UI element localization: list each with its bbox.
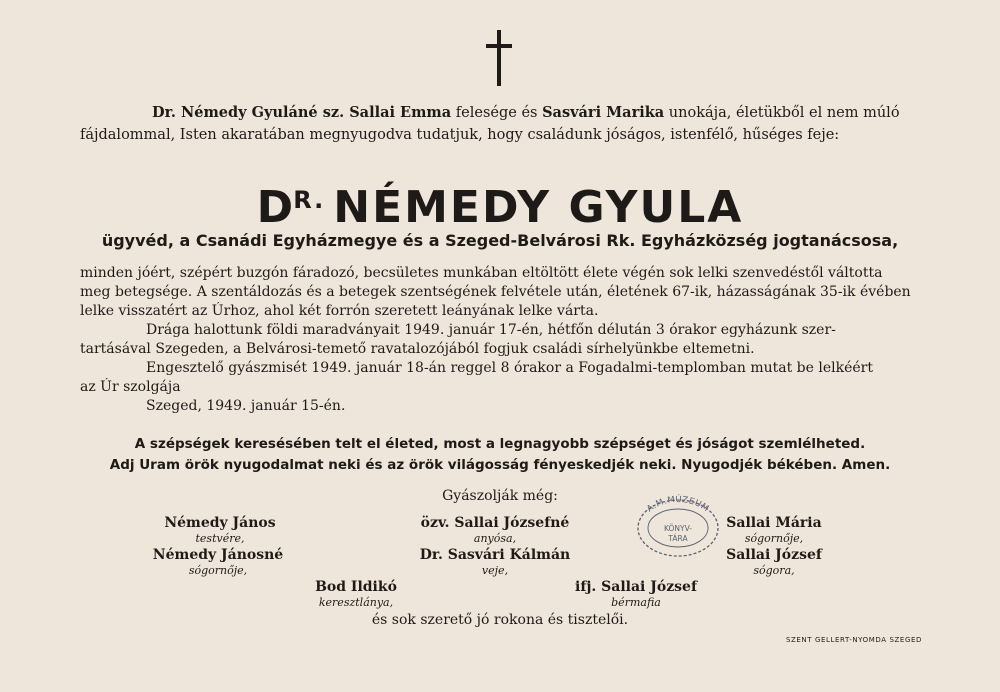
stamp-top-text: A.M.MÚZEUM [645,494,711,515]
closing-line: és sok szerető jó rokona és tisztelői. [371,612,629,628]
mourner [150,514,290,545]
body-line: lelke visszatért az Úrhoz, ahol két forrón szeretett leányának lelke várta. [80,303,599,319]
mourner [704,514,844,545]
mourner [405,546,585,577]
mourner-name: Némedy János [164,515,276,531]
mourner-relation: keresztlánya, [318,596,394,609]
body-line: Drága halottunk földi maradványait 1949. január 17-én, hétfőn délután 3 órakor egyházunk szer- [146,322,836,338]
intro-paragraph [80,102,922,146]
date-line: Szeged, 1949. január 15-én. [146,398,346,414]
body-line: tartásával Szegeden, a Belvárosi-temető ravatalozójából fogjuk családi sírhelyünkbe eltemetni. [80,341,755,357]
printer-imprint: SZENT GELLERT-NYOMDA SZEGED [785,636,922,644]
cross-icon [486,30,512,86]
body-line: Engesztelő gyászmisét 1949. január 18-án reggel 8 órakor a Fogadalmi-templomban mutat be lelkéért [146,360,873,376]
mourner-name: Némedy Jánosné [152,547,284,563]
widow-name: Dr. Némedy Gyuláné sz. Sallai Emma [152,104,452,121]
mourner [296,578,416,609]
intro-text-2: unokája, életükből el nem múló [664,105,900,121]
deceased-name-heading [0,172,1000,236]
motto-line: Adj Uram örök nyugodalmat neki és az örök világosság fényeskedjék neki. Nyugodjék békében. Amen. [109,457,891,473]
intro-line-2: fájdalommal, Isten akaratában megnyugodva tudatjuk, hogy családunk jóságos, istenfélő, hűséges feje: [80,127,840,143]
mourner [138,546,298,577]
mourners-heading: Gyászolják még: [442,488,558,504]
body-line: az Úr szolgája [80,379,181,395]
deceased-title: ügyvéd, a Csanádi Egyházmegye és a Szeged-Belvárosi Rk. Egyházközség jogtanácsosa, [101,231,899,250]
mourner-name: Sallai Mária [726,515,822,531]
stamp-bottom-text: TÁRA [668,534,688,543]
body-line: meg betegsége. A szentáldozás és a betegek szentségének felvétele után, életének 67-ik, házasságának 35-ik évében [80,284,911,300]
intro-text-1: felesége és [451,105,543,121]
mourner-name: ifj. Sallai József [575,579,697,595]
body-line: minden jóért, szépért buzgón fáradozó, becsületes munkában eltöltött élete végén sok lelki szenvedéstől váltotta [80,265,883,281]
mourner-relation: sógornője, [744,532,804,545]
body-text [80,264,922,416]
mourner-name: Bod Ildikó [315,579,397,595]
mourner-relation: testvére, [195,532,245,545]
mourner [556,578,716,609]
mourner-relation: sógornője, [188,564,248,577]
mourner [704,546,844,577]
mourner-name: özv. Sallai Józsefné [420,515,570,531]
library-stamp [632,494,724,558]
mourner-relation: anyósa, [473,532,517,545]
deceased-name: NÉMEDY GYULA [333,182,744,233]
motto-line: A szépségek keresésében telt el életed, most a legnagyobb szépséget és jóságot szemlélheted. [134,436,866,452]
mourner [400,514,590,545]
mourner-relation: veje, [481,564,509,577]
dr-prefix-small: R. [293,186,326,214]
mourner-name: Dr. Sasvári Kálmán [419,547,571,563]
mourner-relation: bérmafia [611,596,661,609]
granddaughter-name: Sasvári Marika [542,104,665,121]
mourner-relation: sógora, [753,564,795,577]
mourner-name: Sallai József [726,547,822,563]
dr-prefix: D [256,182,296,233]
motto [0,434,1000,476]
stamp-middle-text: KÖNYV- [663,524,693,533]
